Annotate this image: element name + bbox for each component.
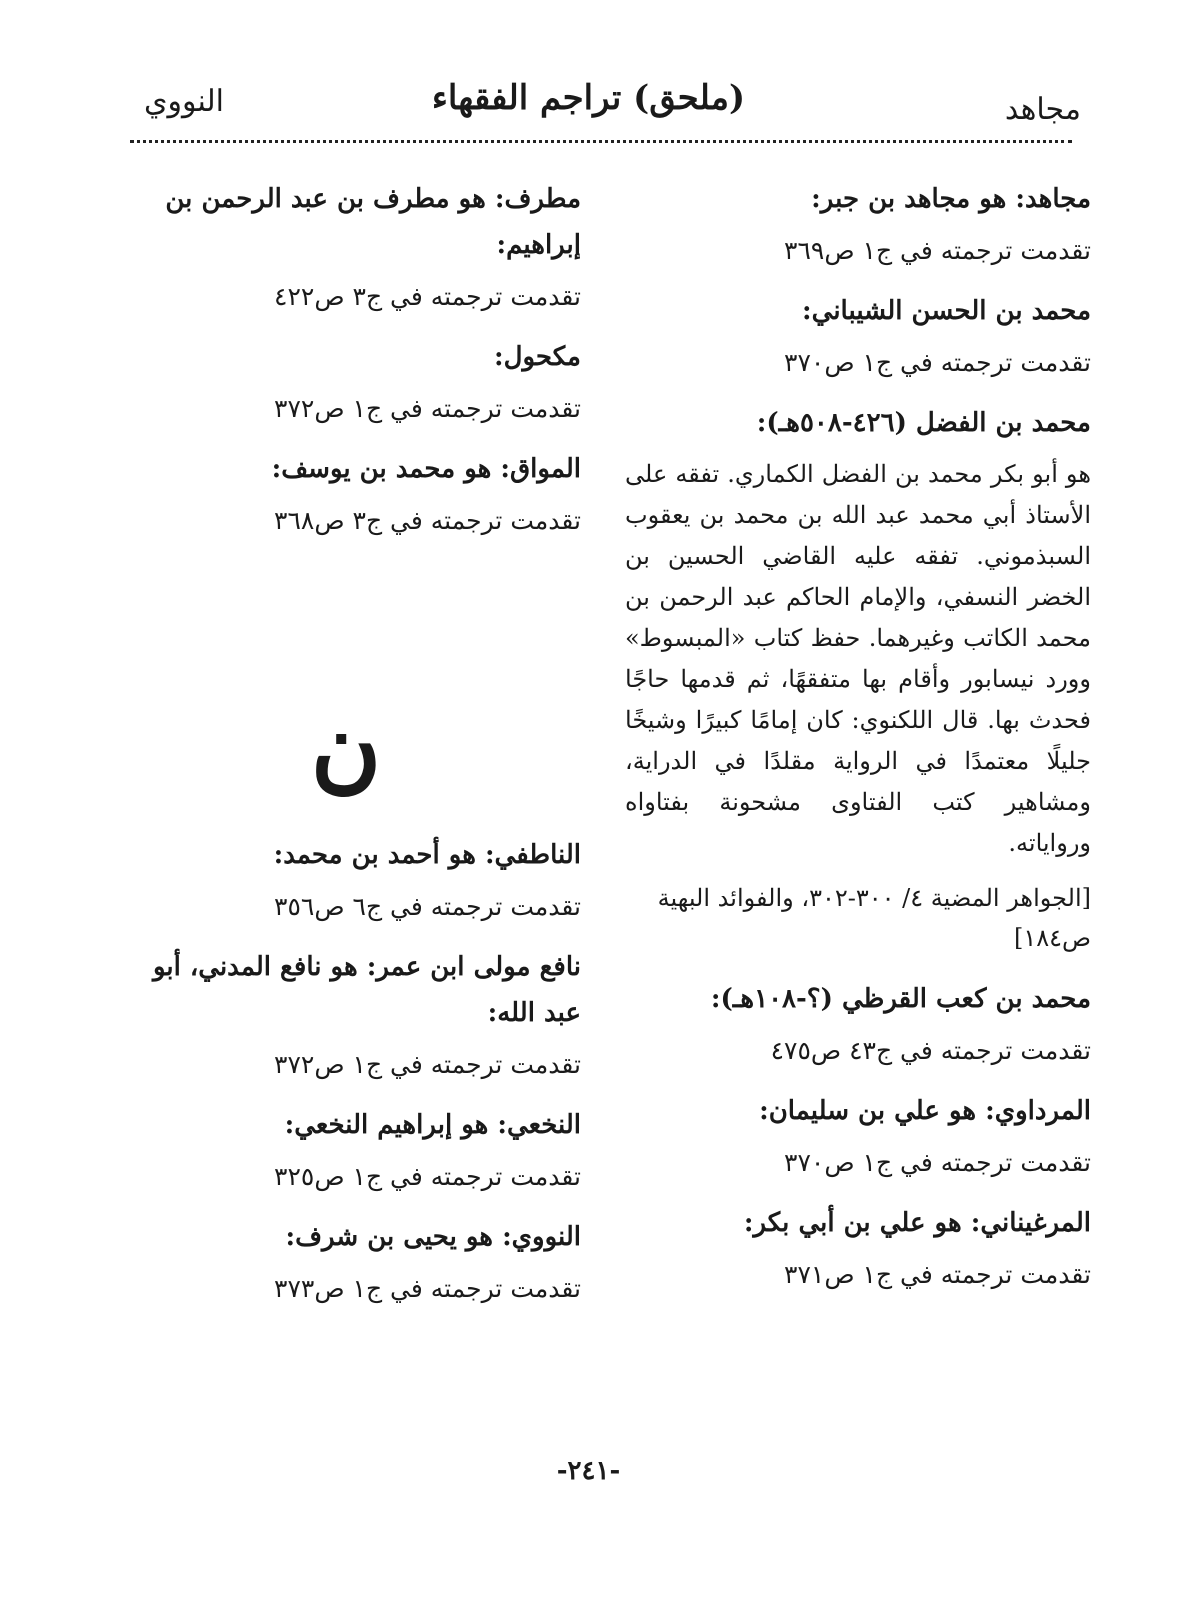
left-column: [111, 176, 581, 1326]
page-number: -٢٤١-: [556, 1456, 621, 1486]
entry-heading: المرغيناني: هو علي بن أبي بكر:: [743, 1208, 1091, 1238]
entry-reference: تقدمت ترجمته في ج٣ ص٤٢٢: [274, 282, 581, 311]
entry-reference: تقدمت ترجمته في ج١ ص٣٧٢: [274, 394, 581, 423]
entry-mujahid: [625, 176, 1091, 272]
header-dotted-rule: [130, 140, 1072, 143]
entry-heading: محمد بن الفضل (٤٢٦-٥٠٨هـ):: [756, 408, 1091, 438]
entry-muhammad-ibn-al-fadl: [625, 400, 1091, 958]
entry-heading: نافع مولى ابن عمر: هو نافع المدني، أبو عبد الله:: [152, 952, 581, 1028]
entry-reference: تقدمت ترجمته في ج١ ص٣٧١: [784, 1260, 1091, 1289]
entry-shaybani: [625, 288, 1091, 384]
section-letter: ن: [310, 690, 382, 803]
entry-reference: تقدمت ترجمته في ج١ ص٣٧٢: [274, 1050, 581, 1079]
entry-heading: محمد بن الحسن الشيباني:: [802, 296, 1091, 326]
entry-heading: محمد بن كعب القرظي (؟-١٠٨هـ):: [710, 984, 1091, 1014]
entry-sources: [الجواهر المضية ٤/ ٣٠٠-٣٠٢، والفوائد البهية ص١٨٤]: [657, 884, 1091, 952]
entry-heading: المرداوي: هو علي بن سليمان:: [759, 1096, 1091, 1126]
running-head-last-entry: النووي: [144, 84, 224, 119]
entry-heading: مكحول:: [494, 342, 581, 372]
entry-nawawi: [111, 1214, 581, 1310]
entry-reference: تقدمت ترجمته في ج٦ ص٣٥٦: [274, 892, 581, 921]
entry-mardawi: [625, 1088, 1091, 1184]
entry-marghinani: [625, 1200, 1091, 1296]
entry-qurazi: [625, 976, 1091, 1072]
entry-makhul: [111, 334, 581, 430]
entry-mawwaq: [111, 446, 581, 542]
entry-heading: مطرف: هو مطرف بن عبد الرحمن بن إبراهيم:: [165, 184, 581, 260]
right-column: [625, 176, 1091, 1312]
entry-biography: هو أبو بكر محمد بن الفضل الكماري. تفقه على الأستاذ أبي محمد عبد الله بن محمد بن يعقوب السبذموني. تفقه عليه القاضي الحسين بن الخضر النسفي، والإمام الحاكم عبد الرحمن بن محمد الكاتب وغيرهما. حفظ كتاب «المبسوط» وورد نيسابور وأقام بها متفقهًا، ثم قدمها حاجًا فحدث بها. قال اللكنوي: كان إمامًا كبيرًا وشيخًا جليلًا معتمدًا في الرواية مقلدًا في الدراية، ومشاهير كتب الفتاوى مشحونة بفتاواه ورواياته.: [625, 460, 1091, 857]
entry-reference: تقدمت ترجمته في ج١ ص٣٢٥: [274, 1162, 581, 1191]
running-head-first-entry: مجاهد: [1004, 92, 1081, 127]
entry-reference: تقدمت ترجمته في ج١ ص٣٧٠: [784, 1148, 1091, 1177]
entry-reference: تقدمت ترجمته في ج١ ص٣٦٩: [784, 236, 1091, 265]
entry-natifi: [111, 832, 581, 928]
entry-heading: النووي: هو يحيى بن شرف:: [285, 1222, 581, 1252]
entry-heading: الناطفي: هو أحمد بن محمد:: [273, 840, 581, 870]
entry-reference: تقدمت ترجمته في ج٤٣ ص٤٧٥: [770, 1036, 1091, 1065]
entry-nakhai: [111, 1102, 581, 1198]
entry-heading: النخعي: هو إبراهيم النخعي:: [284, 1110, 581, 1140]
entry-mutarrif: [111, 176, 581, 318]
entry-heading: مجاهد: هو مجاهد بن جبر:: [811, 184, 1091, 214]
running-title: (ملحق) تراجم الفقهاء: [431, 78, 746, 118]
entry-nafi: [111, 944, 581, 1086]
entry-heading: المواق: هو محمد بن يوسف:: [271, 454, 581, 484]
entry-reference: تقدمت ترجمته في ج١ ص٣٧٣: [274, 1274, 581, 1303]
entry-reference: تقدمت ترجمته في ج١ ص٣٧٠: [784, 348, 1091, 377]
entry-reference: تقدمت ترجمته في ج٣ ص٣٦٨: [274, 506, 581, 535]
